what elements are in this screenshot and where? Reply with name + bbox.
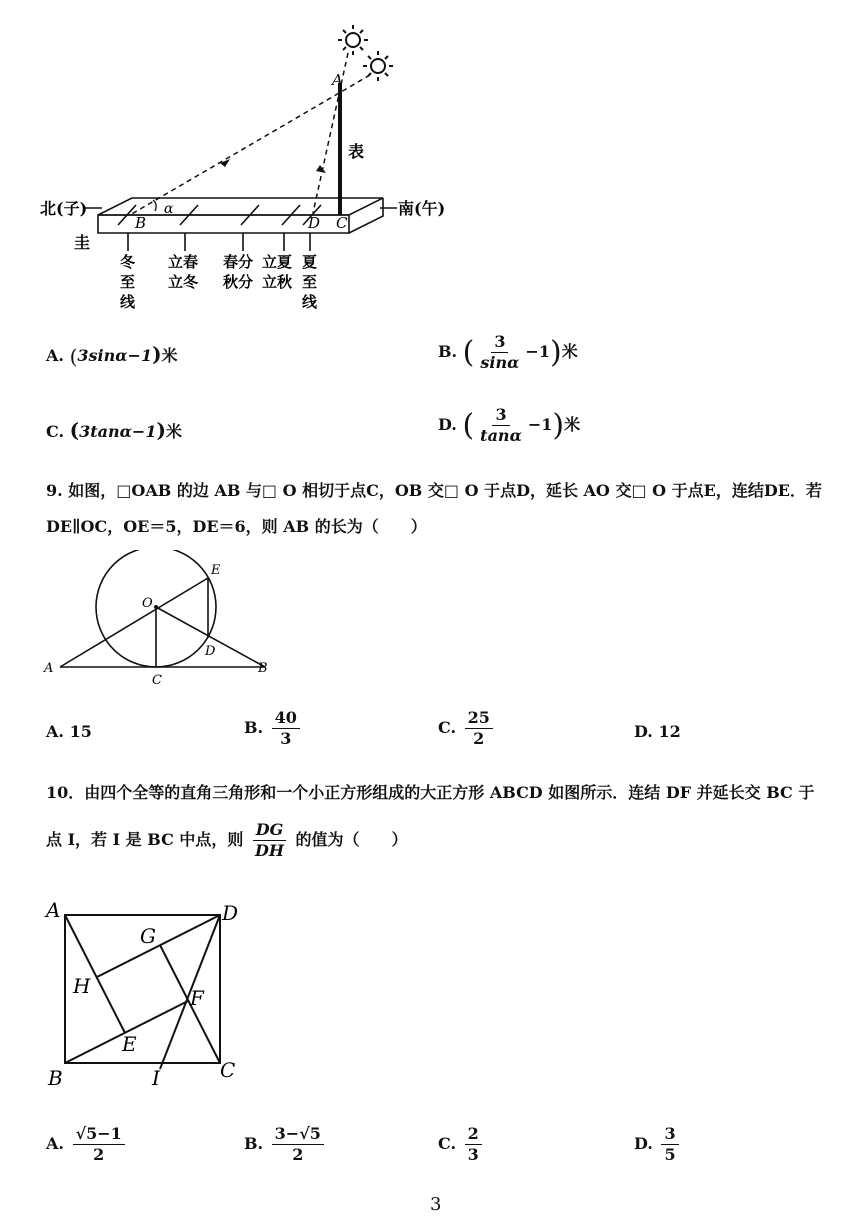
label-north: 北(子) [40,199,88,218]
sundial-figure [30,15,450,315]
line-label: 立冬 [168,273,199,291]
page-number: 3 [430,1194,442,1215]
label-gui: 圭 [74,233,91,252]
label-H: H [73,974,91,998]
gui-board [85,198,397,251]
label-D: D [205,644,216,659]
label-alpha: α [164,201,174,217]
label-C: C [336,214,348,232]
line-label: 秋分 [223,273,254,291]
angle-arc [153,200,156,211]
line-label: 立秋 [262,273,293,291]
label-D: D [222,901,239,925]
q10-text-line1: 10．由四个全等的直角三角形和一个小正方形组成的大正方形 ABCD 如图所示．连结 DF 并延长交 BC 于 [46,783,815,802]
label-O: O [142,596,153,611]
label-F: F [190,986,204,1010]
label-south: 南(午) [398,199,446,218]
line-label: 线 [302,293,318,311]
label-B: B [258,661,268,676]
q8-option-c[interactable]: C. (3tanα−1)米 [46,418,182,442]
ray-arrow [316,165,326,173]
center-point [154,605,158,609]
q9-text-line2: DE∥OC，OE＝5，DE＝6，则 AB 的长为（ ） [46,517,427,536]
q9-option-a[interactable]: A. 15 [46,722,92,741]
line-label: 线 [120,293,136,311]
q8-option-d[interactable]: D. ( $\frac{3}{\tan\alpha}$ −1)米 [438,405,581,445]
q9-option-c[interactable]: C. $\frac{25}{2}$ [438,708,496,749]
label-I: I [152,1066,160,1090]
label-E: E [211,563,221,578]
ray-arrow [220,159,230,167]
fraction: $\frac{40}{3}$ [272,708,300,749]
label-A: A [44,661,54,676]
line-label: 春分 [223,253,254,271]
label-biao: 表 [348,142,365,161]
fraction: $\frac{3-√5}{2}$ [272,1124,324,1165]
label-A: A [46,898,61,922]
label-A: A [332,71,343,89]
square-figure [40,895,260,1095]
q10-text-line2: 点 I，若 I 是 BC 中点，则 $\frac{DG}{DH}$ 的值为（ ） [46,820,408,860]
q8-option-b[interactable]: B. ( $\frac{3}{\sin\alpha}$ −1)米 [438,332,578,372]
label-G: G [140,924,156,948]
line-label: 立夏 [262,253,293,271]
q10-option-d[interactable]: D. $\frac{3}{5}$ [634,1124,682,1165]
fraction: $\frac{DG}{DH}$ [252,820,287,861]
q9-option-d[interactable]: D. 12 [634,722,681,741]
q9-text-line1: 9. 如图，□OAB 的边 AB 与□ O 相切于点C，OB 交□ O 于点D，延长 AO 交□ O 于点E，连结DE．若 [46,481,822,500]
line-label: 夏 [302,253,318,271]
label-B: B [48,1066,63,1090]
q8-option-a[interactable]: A. (3sinα−1)米 [46,342,178,369]
fraction: $\frac{3}{5}$ [661,1124,678,1165]
label-C: C [152,673,162,688]
sun-icon [338,25,368,55]
q9-option-b[interactable]: B. $\frac{40}{3}$ [244,708,303,749]
label-C: C [220,1058,236,1082]
fraction: $\frac{√5-1}{2}$ [73,1124,125,1165]
label-E: E [122,1032,137,1056]
label-D: D [308,214,321,232]
fraction: $\frac{2}{3}$ [465,1124,482,1165]
fraction: $\frac{3}{\sin\alpha}$ [480,332,520,372]
q10-option-a[interactable]: A. $\frac{√5-1}{2}$ [46,1124,128,1165]
line-label: 至 [302,273,318,291]
line-label: 立春 [168,253,199,271]
line-label: 冬 [120,253,136,271]
line-label: 至 [120,273,136,291]
circle-figure [40,550,280,690]
fraction: $\frac{3}{\tan\alpha}$ [480,405,522,445]
q10-option-b[interactable]: B. $\frac{3-√5}{2}$ [244,1124,327,1165]
q10-option-c[interactable]: C. $\frac{2}{3}$ [438,1124,485,1165]
fraction: $\frac{25}{2}$ [465,708,493,749]
label-B: B [135,214,147,232]
